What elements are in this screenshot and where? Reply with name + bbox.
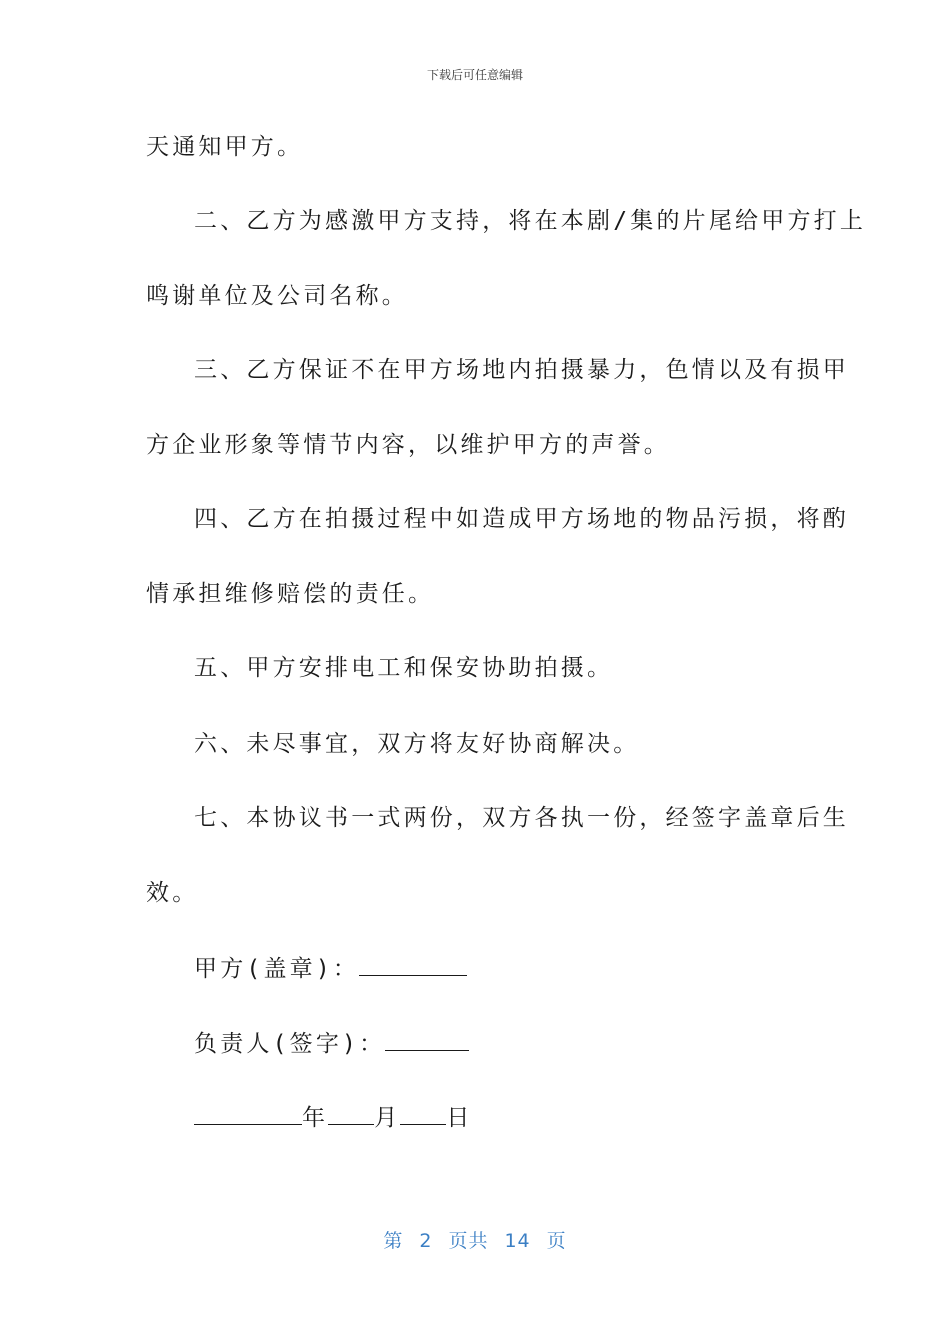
paragraph-line: 二、乙方为感激甲方支持，将在本剧/集的片尾给甲方打上: [194, 208, 867, 234]
date-year-blank: [194, 1102, 302, 1125]
paragraph-line: 五、甲方安排电工和保安协助拍摄。: [194, 655, 614, 681]
paragraph-line: 效。: [146, 880, 199, 906]
paragraph-line: 六、未尽事宜，双方将友好协商解决。: [194, 731, 640, 757]
paragraph-line: 方企业形象等情节内容，以维护甲方的声誉。: [146, 432, 670, 458]
page-footer: [0, 1226, 950, 1253]
paragraph-line: 三、乙方保证不在甲方场地内拍摄暴力，色情以及有损甲: [194, 357, 849, 383]
footer-page-mid: 页共: [448, 1230, 489, 1252]
signature-party-a: [194, 953, 467, 984]
date-line: [194, 1102, 473, 1133]
date-year-label: 年: [302, 1105, 329, 1131]
date-month-blank: [328, 1102, 374, 1125]
date-day-label: 日: [446, 1105, 473, 1131]
paragraph-line: 四、乙方在拍摄过程中如造成甲方场地的物品污损，将酌: [194, 506, 849, 532]
date-month-label: 月: [374, 1105, 401, 1131]
signature-responsible-blank: [385, 1028, 469, 1051]
signature-responsible: [194, 1028, 469, 1059]
paragraph-line: 鸣谢单位及公司名称。: [146, 283, 408, 309]
footer-page-current: 2: [419, 1230, 433, 1252]
footer-page-suffix: 页: [546, 1230, 567, 1252]
paragraph-line: 天通知甲方。: [146, 134, 304, 160]
signature-party-a-blank: [359, 953, 467, 976]
signature-party-a-label: 甲方(盖章)：: [194, 956, 360, 982]
paragraph-line: 情承担维修赔偿的责任。: [146, 581, 435, 607]
date-day-blank: [400, 1102, 446, 1125]
page-header-note: 下载后可任意编辑: [426, 68, 523, 82]
footer-page-prefix: 第: [383, 1230, 404, 1252]
footer-page-total: 14: [504, 1230, 531, 1252]
signature-responsible-label: 负责人(签字)：: [194, 1031, 386, 1057]
paragraph-line: 七、本协议书一式两份，双方各执一份，经签字盖章后生: [194, 805, 849, 831]
